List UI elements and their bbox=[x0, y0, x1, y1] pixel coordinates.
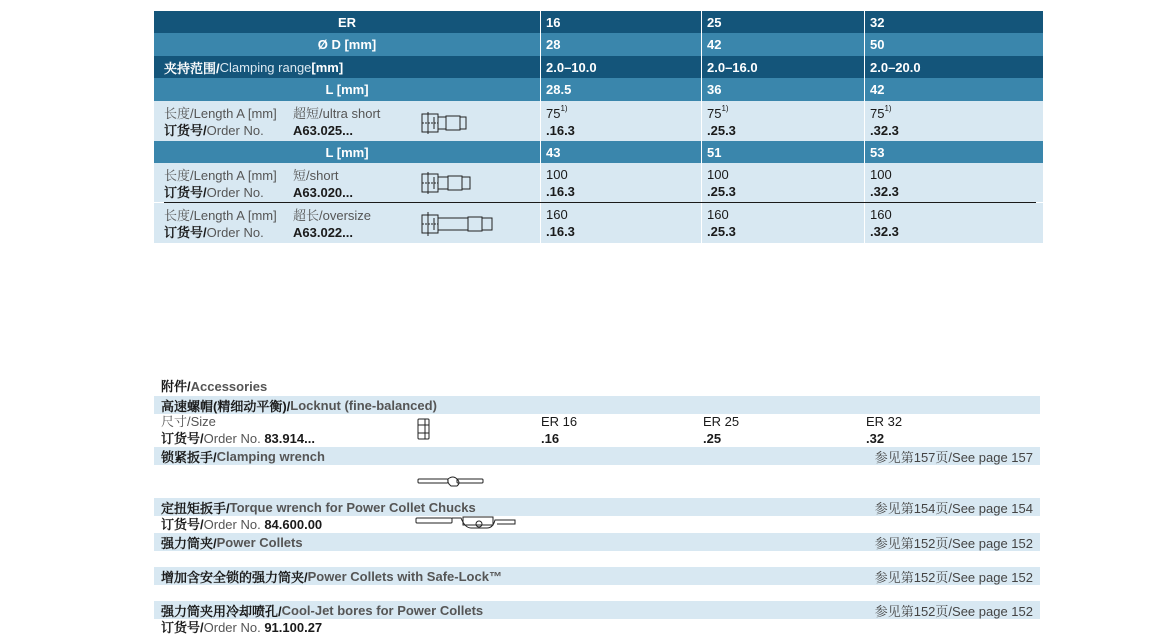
diameter-value-25: 42 bbox=[701, 33, 864, 56]
torque-wrench-row bbox=[154, 498, 1040, 516]
length-value: 100 bbox=[546, 166, 568, 182]
order-label-en: Order No. bbox=[203, 431, 261, 446]
short-col-25 bbox=[701, 163, 864, 202]
clamping-value-16: 2.0–10.0 bbox=[540, 56, 701, 78]
ultra-short-chuck-icon bbox=[420, 111, 470, 135]
locknut-label bbox=[161, 396, 437, 414]
safe-lock-label bbox=[161, 567, 502, 585]
cool-jet-label-en: Cool-Jet bores for Power Collets bbox=[281, 602, 484, 618]
clamping-value-25: 2.0–16.0 bbox=[701, 56, 864, 78]
power-collets-row bbox=[154, 533, 1040, 551]
order-label-en: Order No. bbox=[203, 517, 261, 532]
clamping-wrench-row bbox=[154, 447, 1040, 465]
ultra-short-col-32 bbox=[864, 101, 1043, 141]
size-value: ER 16 bbox=[541, 414, 578, 429]
safe-lock-see-page: 参见第152页/See page 152 bbox=[874, 569, 1033, 585]
power-collets-label bbox=[161, 533, 303, 551]
l-value-16: 28.5 bbox=[540, 78, 701, 101]
order-number: 91.100.27 bbox=[264, 620, 323, 635]
torque-wrench-label-zh: 定扭矩扳手/ bbox=[161, 500, 230, 516]
clamping-range-row bbox=[154, 56, 1043, 78]
ultra-short-col-16 bbox=[540, 101, 701, 141]
type-label: 超长/oversize bbox=[293, 208, 372, 223]
order-number: A63.020... bbox=[293, 185, 353, 200]
locknut-col-32 bbox=[866, 413, 902, 447]
oversize-chuck-icon bbox=[420, 211, 498, 237]
order-suffix: .16.3 bbox=[546, 224, 575, 239]
length-value: 160 bbox=[870, 207, 892, 222]
order-suffix: .32.3 bbox=[870, 224, 899, 239]
safe-lock-row bbox=[154, 567, 1040, 585]
size-value: ER 25 bbox=[703, 414, 740, 429]
length-value: 160 bbox=[546, 207, 568, 222]
cool-jet-label-zh: 强力筒夹用冷却喷孔/ bbox=[161, 603, 282, 619]
torque-wrench-label-en: Torque wrench for Power Collet Chucks bbox=[229, 499, 476, 515]
oversize-row bbox=[154, 203, 1043, 243]
order-label-zh: 订货号/ bbox=[164, 225, 207, 240]
clamping-wrench-label bbox=[161, 447, 325, 465]
accessories-title bbox=[161, 378, 267, 395]
l-value-25: 36 bbox=[701, 78, 864, 101]
oversize-labels bbox=[164, 207, 277, 241]
locknut-icon bbox=[416, 417, 432, 441]
order-suffix: .16 bbox=[541, 431, 560, 446]
ultra-short-labels bbox=[164, 105, 277, 139]
power-collets-label-en: Power Collets bbox=[216, 534, 303, 550]
cool-jet-order bbox=[161, 619, 322, 636]
l-value-16: 43 bbox=[540, 141, 701, 163]
locknut-col-25 bbox=[703, 413, 739, 447]
cool-jet-see-page: 参见第152页/See page 152 bbox=[874, 603, 1033, 619]
length-value: 75 bbox=[546, 106, 561, 121]
size-label: 尺寸/Size bbox=[161, 414, 216, 429]
ultra-short-type bbox=[293, 105, 380, 139]
order-suffix: .32 bbox=[866, 431, 885, 446]
order-label-zh: 订货号/ bbox=[161, 517, 204, 532]
torque-wrench-order bbox=[161, 516, 322, 533]
oversize-type bbox=[293, 207, 371, 241]
locknut-header bbox=[154, 396, 1040, 414]
l-label: L [mm] bbox=[325, 144, 369, 160]
er-value-16: 16 bbox=[540, 11, 701, 33]
order-suffix: .25 bbox=[703, 431, 722, 446]
order-number: A63.025... bbox=[293, 123, 353, 138]
oversize-col-16 bbox=[540, 203, 701, 243]
diameter-label: Ø D [mm] bbox=[317, 37, 377, 52]
order-suffix: .32.3 bbox=[870, 123, 899, 138]
torque-wrench-see-page: 参见第154页/See page 154 bbox=[874, 500, 1033, 516]
order-number: 84.600.00 bbox=[264, 517, 323, 532]
short-labels bbox=[164, 167, 277, 201]
accessories-title-zh: 附件/ bbox=[161, 379, 191, 394]
cool-jet-row bbox=[154, 601, 1040, 619]
order-suffix: .25.3 bbox=[707, 123, 736, 138]
l-value-25: 51 bbox=[701, 141, 864, 163]
l-value-32: 42 bbox=[864, 78, 1043, 101]
length-value: 100 bbox=[870, 166, 892, 182]
length-label: 长度/Length A [mm] bbox=[164, 208, 277, 223]
order-number: 83.914... bbox=[264, 431, 315, 446]
order-label-en: Order No. bbox=[206, 123, 264, 138]
order-suffix: .16.3 bbox=[546, 183, 575, 199]
safe-lock-label-en: Power Collets with Safe-Lock™ bbox=[307, 568, 502, 584]
clamping-label-unit: [mm] bbox=[311, 59, 344, 75]
order-label-en: Order No. bbox=[206, 185, 264, 200]
l-row-short bbox=[154, 141, 1043, 163]
cool-jet-label bbox=[161, 601, 483, 619]
short-col-32 bbox=[864, 163, 1043, 202]
diameter-value-16: 28 bbox=[540, 33, 701, 56]
order-suffix: .32.3 bbox=[870, 183, 899, 199]
power-collets-see-page: 参见第152页/See page 152 bbox=[874, 535, 1033, 551]
l-value-32: 53 bbox=[864, 141, 1043, 163]
safe-lock-label-zh: 增加含安全锁的强力筒夹/ bbox=[161, 569, 308, 585]
order-label-zh: 订货号/ bbox=[164, 123, 207, 138]
clamping-wrench-see-page: 参见第157页/See page 157 bbox=[874, 449, 1033, 465]
clamping-wrench-label-zh: 锁紧扳手/ bbox=[161, 449, 217, 465]
order-suffix: .16.3 bbox=[546, 123, 575, 138]
order-number: A63.022... bbox=[293, 225, 353, 240]
oversize-col-32 bbox=[864, 203, 1043, 243]
footnote: 1) bbox=[560, 104, 568, 113]
order-suffix: .25.3 bbox=[707, 183, 736, 199]
length-value: 100 bbox=[707, 166, 729, 182]
order-label-zh: 订货号/ bbox=[161, 431, 204, 446]
locknut-col-16 bbox=[541, 413, 577, 447]
order-label-en: Order No. bbox=[206, 225, 264, 240]
length-value: 75 bbox=[707, 106, 722, 121]
ultra-short-row bbox=[154, 101, 1043, 141]
short-col-16 bbox=[540, 163, 701, 202]
order-label-zh: 订货号/ bbox=[161, 620, 204, 635]
er-value-25: 25 bbox=[701, 11, 864, 33]
order-suffix: .25.3 bbox=[707, 224, 736, 239]
diameter-value-32: 50 bbox=[864, 33, 1043, 56]
er-value-32: 32 bbox=[864, 11, 1043, 33]
length-label: 长度/Length A [mm] bbox=[164, 168, 277, 183]
locknut-label-zh: 高速螺帽(精细动平衡)/ bbox=[161, 398, 291, 414]
torque-wrench-icon bbox=[415, 514, 517, 532]
order-label-en: Order No. bbox=[203, 620, 261, 635]
order-label-zh: 订货号/ bbox=[164, 185, 207, 200]
short-chuck-icon bbox=[420, 171, 474, 195]
er-label: ER bbox=[337, 14, 357, 30]
footnote: 1) bbox=[721, 104, 729, 113]
power-collets-label-zh: 强力筒夹/ bbox=[161, 535, 217, 551]
type-label: 超短/ultra short bbox=[293, 106, 381, 121]
short-type bbox=[293, 167, 353, 201]
length-label: 长度/Length A [mm] bbox=[164, 106, 277, 121]
locknut-label-en: Locknut (fine-balanced) bbox=[290, 397, 437, 413]
locknut-labels bbox=[161, 413, 315, 447]
clamping-label-en: Clamping range bbox=[219, 59, 312, 75]
size-value: ER 32 bbox=[866, 414, 903, 429]
accessories-title-en: Accessories bbox=[190, 379, 268, 394]
diameter-row bbox=[154, 33, 1043, 56]
short-row bbox=[154, 163, 1043, 202]
clamping-value-32: 2.0–20.0 bbox=[864, 56, 1043, 78]
er-row bbox=[154, 11, 1043, 33]
footnote: 1) bbox=[884, 104, 892, 113]
oversize-col-25 bbox=[701, 203, 864, 243]
clamping-wrench-icon bbox=[417, 474, 485, 488]
length-value: 75 bbox=[870, 106, 885, 121]
l-label: L [mm] bbox=[325, 82, 369, 97]
clamping-range-label bbox=[154, 56, 540, 78]
length-value: 160 bbox=[707, 207, 729, 222]
type-label: 短/short bbox=[293, 168, 339, 183]
l-row-ultra-short bbox=[154, 78, 1043, 101]
clamping-label-zh: 夹持范围/ bbox=[164, 60, 220, 76]
clamping-wrench-label-en: Clamping wrench bbox=[216, 448, 325, 464]
ultra-short-col-25 bbox=[701, 101, 864, 141]
